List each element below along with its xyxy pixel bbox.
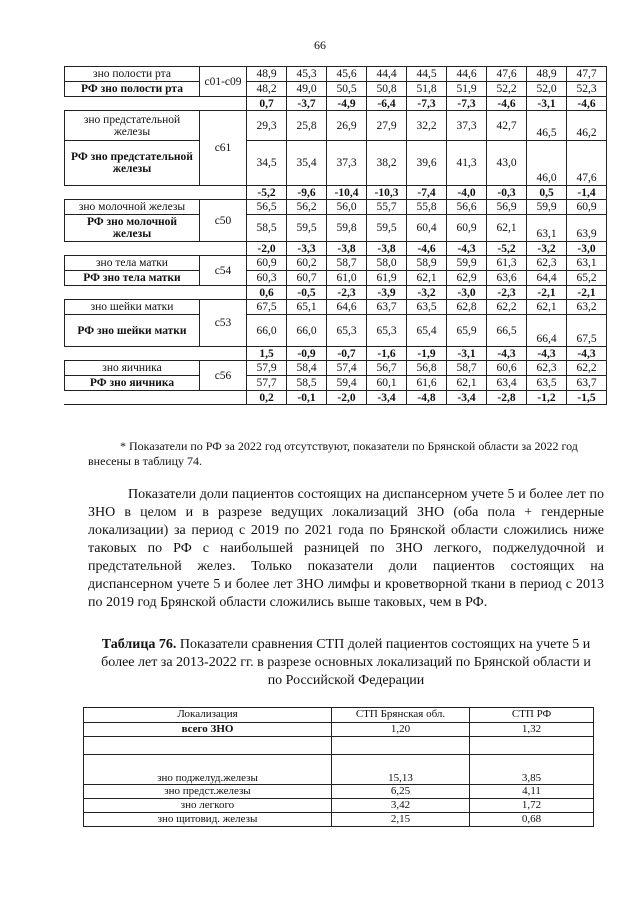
value-cell: 56,6 [447, 200, 487, 215]
value-cell: 47,6 [567, 141, 607, 186]
value-cell: 52,3 [567, 82, 607, 97]
difference-cell: -3,9 [367, 286, 407, 300]
stp-value-cell: 15,13 [332, 755, 470, 785]
table-row [65, 200, 607, 215]
value-cell: 47,6 [487, 67, 527, 82]
localization-cell [84, 737, 332, 755]
difference-cell: -3,8 [327, 242, 367, 256]
difference-cell: -4,3 [487, 347, 527, 361]
table-caption [96, 636, 596, 690]
difference-cell: -2,0 [327, 391, 367, 405]
stp-value-cell: 4,11 [470, 785, 594, 799]
row-label-region: зно молочной железы [65, 200, 200, 215]
table-row [65, 271, 607, 286]
stp-value-cell: 1,20 [332, 723, 470, 737]
value-cell: 63,6 [487, 271, 527, 286]
difference-cell: -1,6 [367, 347, 407, 361]
value-cell: 46,5 [527, 111, 567, 141]
difference-cell: -10,3 [367, 186, 407, 200]
difference-cell: -3,7 [287, 97, 327, 111]
localization-cell: зно щитовид. железы [84, 813, 332, 827]
difference-cell: -4,3 [447, 242, 487, 256]
value-cell: 55,7 [367, 200, 407, 215]
difference-cell: -7,4 [407, 186, 447, 200]
value-cell: 56,5 [247, 200, 287, 215]
row-label-region: зно яичника [65, 361, 200, 376]
difference-cell: -3,1 [447, 347, 487, 361]
row-label-rf: РФ зно полости рта [65, 82, 200, 97]
value-cell: 63,5 [407, 300, 447, 315]
difference-cell: -0,3 [487, 186, 527, 200]
empty-cell [65, 186, 247, 200]
value-cell: 60,2 [287, 256, 327, 271]
row-label-region: зно тела матки [65, 256, 200, 271]
difference-cell: -3,0 [567, 242, 607, 256]
table-row [65, 141, 607, 186]
value-cell: 60,7 [287, 271, 327, 286]
value-cell: 37,3 [447, 111, 487, 141]
value-cell: 32,2 [407, 111, 447, 141]
difference-cell: -3,0 [447, 286, 487, 300]
value-cell: 63,9 [567, 215, 607, 242]
value-cell: 62,1 [527, 300, 567, 315]
value-cell: 56,0 [327, 200, 367, 215]
value-cell: 46,2 [567, 111, 607, 141]
value-cell: 44,4 [367, 67, 407, 82]
stp-table [83, 707, 594, 827]
empty-cell [65, 347, 247, 361]
value-cell: 65,3 [367, 315, 407, 347]
value-cell: 65,3 [327, 315, 367, 347]
difference-cell: 0,7 [247, 97, 287, 111]
value-cell: 62,9 [447, 271, 487, 286]
value-cell: 58,7 [447, 361, 487, 376]
difference-cell: -3,2 [407, 286, 447, 300]
difference-cell: 0,6 [247, 286, 287, 300]
difference-cell: -6,4 [367, 97, 407, 111]
header-row [84, 708, 594, 723]
table-row [65, 215, 607, 242]
value-cell: 66,5 [487, 315, 527, 347]
value-cell: 58,9 [407, 256, 447, 271]
value-cell: 63,1 [567, 256, 607, 271]
body-paragraph: Показатели доли пациентов состоящих на диспансерном учете 5 и более лет по ЗНО в целом и в разрезе ведущих локализаций ЗНО (оба пола + гендерные локализации) за период с 2019 по 2021 года по Брянской области сложились ниже таковых по РФ с наибольшей разницей по ЗНО легкого, поджелудочной и предстательной желез. Только показатели доли пациентов состоящих на диспансерном учете 5 и более лет ЗНО лимфы и кроветворной ткани в период с 2013 по 2019 год Брянской области сложились выше таковых, чем в РФ. [88, 487, 604, 610]
value-cell: 63,5 [527, 376, 567, 391]
stp-value-cell: 1,32 [470, 723, 594, 737]
difference-cell: -1,9 [407, 347, 447, 361]
table-row [84, 737, 594, 755]
value-cell: 57,4 [327, 361, 367, 376]
stp-value-cell: 3,85 [470, 755, 594, 785]
value-cell: 65,9 [447, 315, 487, 347]
difference-cell: -3,1 [527, 97, 567, 111]
value-cell: 50,8 [367, 82, 407, 97]
value-cell: 45,3 [287, 67, 327, 82]
stp-value-cell [332, 737, 470, 755]
difference-cell: -2,3 [327, 286, 367, 300]
icd-code: c53 [200, 300, 247, 347]
difference-cell: 0,2 [247, 391, 287, 405]
difference-cell: -4,8 [407, 391, 447, 405]
value-cell: 62,1 [407, 271, 447, 286]
value-cell: 63,2 [567, 300, 607, 315]
difference-cell: -3,2 [527, 242, 567, 256]
value-cell: 48,2 [247, 82, 287, 97]
difference-cell: 1,5 [247, 347, 287, 361]
value-cell: 58,5 [247, 215, 287, 242]
icd-code: c54 [200, 256, 247, 286]
value-cell: 35,4 [287, 141, 327, 186]
value-cell: 56,7 [367, 361, 407, 376]
localization-cell: зно поджелуд.железы [84, 755, 332, 785]
table-row [65, 82, 607, 97]
stp-value-cell [470, 737, 594, 755]
value-cell: 59,9 [447, 256, 487, 271]
table-row [84, 813, 594, 827]
difference-row [65, 286, 607, 300]
value-cell: 64,4 [527, 271, 567, 286]
value-cell: 25,8 [287, 111, 327, 141]
difference-cell: 0,5 [527, 186, 567, 200]
row-label-region: зно предстательной железы [65, 111, 200, 141]
value-cell: 58,7 [327, 256, 367, 271]
difference-cell: -3,4 [447, 391, 487, 405]
empty-cell [65, 391, 247, 405]
table-row [65, 111, 607, 141]
value-cell: 63,4 [487, 376, 527, 391]
difference-cell: -1,5 [567, 391, 607, 405]
table-row [84, 755, 594, 785]
value-cell: 34,5 [247, 141, 287, 186]
icd-code: c50 [200, 200, 247, 242]
stp-value-cell: 2,15 [332, 813, 470, 827]
value-cell: 60,9 [567, 200, 607, 215]
difference-cell: -4,9 [327, 97, 367, 111]
difference-row [65, 186, 607, 200]
difference-cell: -3,3 [287, 242, 327, 256]
value-cell: 63,7 [567, 376, 607, 391]
value-cell: 62,3 [527, 361, 567, 376]
value-cell: 56,9 [487, 200, 527, 215]
value-cell: 37,3 [327, 141, 367, 186]
difference-row [65, 391, 607, 405]
value-cell: 58,5 [287, 376, 327, 391]
value-cell: 65,2 [567, 271, 607, 286]
value-cell: 57,7 [247, 376, 287, 391]
localization-cell: зно легкого [84, 799, 332, 813]
difference-row [65, 347, 607, 361]
value-cell: 51,9 [447, 82, 487, 97]
value-cell: 60,9 [447, 215, 487, 242]
table-row [65, 315, 607, 347]
difference-cell: -10,4 [327, 186, 367, 200]
row-label-rf: РФ зно предстательной железы [65, 141, 200, 186]
value-cell: 60,6 [487, 361, 527, 376]
value-cell: 59,5 [367, 215, 407, 242]
table-row [84, 723, 594, 737]
value-cell: 45,6 [327, 67, 367, 82]
row-label-rf: РФ зно тела матки [65, 271, 200, 286]
row-label-region: зно шейки матки [65, 300, 200, 315]
caption-text: Показатели сравнения СТП долей пациентов состоящих на учете 5 и более лет за 2013-2022 гг. в разрезе основных локализаций по Брянской области и по Российской Федерации [101, 637, 591, 688]
value-cell: 59,4 [327, 376, 367, 391]
localization-cell: всего ЗНО [84, 723, 332, 737]
value-cell: 42,7 [487, 111, 527, 141]
difference-cell: -5,2 [487, 242, 527, 256]
value-cell: 61,3 [487, 256, 527, 271]
value-cell: 62,8 [447, 300, 487, 315]
value-cell: 47,7 [567, 67, 607, 82]
value-cell: 56,2 [287, 200, 327, 215]
difference-cell: -1,4 [567, 186, 607, 200]
table-row [65, 256, 607, 271]
stp-value-cell: 3,42 [332, 799, 470, 813]
empty-cell [65, 286, 247, 300]
difference-cell: -2,1 [527, 286, 567, 300]
difference-cell: -9,6 [287, 186, 327, 200]
difference-cell: -2,1 [567, 286, 607, 300]
value-cell: 61,0 [327, 271, 367, 286]
table-row [65, 376, 607, 391]
value-cell: 60,9 [247, 256, 287, 271]
value-cell: 62,1 [487, 215, 527, 242]
value-cell: 48,9 [527, 67, 567, 82]
column-header: СТП Брянская обл. [332, 708, 470, 723]
value-cell: 63,1 [527, 215, 567, 242]
stp-value-cell: 0,68 [470, 813, 594, 827]
table-row [65, 67, 607, 82]
value-cell: 61,9 [367, 271, 407, 286]
value-cell: 61,6 [407, 376, 447, 391]
value-cell: 26,9 [327, 111, 367, 141]
comparison-table [64, 66, 607, 405]
value-cell: 43,0 [487, 141, 527, 186]
empty-cell [65, 97, 247, 111]
difference-cell: -2,3 [487, 286, 527, 300]
value-cell: 50,5 [327, 82, 367, 97]
value-cell: 62,3 [527, 256, 567, 271]
difference-row [65, 242, 607, 256]
value-cell: 59,9 [527, 200, 567, 215]
value-cell: 52,0 [527, 82, 567, 97]
column-header: СТП РФ [470, 708, 594, 723]
caption-number: Таблица 76. [101, 637, 177, 652]
difference-cell: -4,3 [527, 347, 567, 361]
difference-cell: -0,7 [327, 347, 367, 361]
difference-cell: -4,6 [567, 97, 607, 111]
difference-cell: -7,3 [407, 97, 447, 111]
value-cell: 41,3 [447, 141, 487, 186]
value-cell: 51,8 [407, 82, 447, 97]
icd-code: c61 [200, 111, 247, 186]
difference-cell: -3,8 [367, 242, 407, 256]
icd-code: c56 [200, 361, 247, 391]
value-cell: 44,5 [407, 67, 447, 82]
value-cell: 60,3 [247, 271, 287, 286]
difference-row [65, 97, 607, 111]
value-cell: 62,2 [567, 361, 607, 376]
difference-cell: -3,4 [367, 391, 407, 405]
value-cell: 38,2 [367, 141, 407, 186]
value-cell: 63,7 [367, 300, 407, 315]
value-cell: 65,4 [407, 315, 447, 347]
difference-cell: -7,3 [447, 97, 487, 111]
value-cell: 55,8 [407, 200, 447, 215]
row-label-region: зно полости рта [65, 67, 200, 82]
value-cell: 56,8 [407, 361, 447, 376]
localization-cell: зно предст.железы [84, 785, 332, 799]
stp-value-cell: 1,72 [470, 799, 594, 813]
stp-value-cell: 6,25 [332, 785, 470, 799]
difference-cell: -2,8 [487, 391, 527, 405]
difference-cell: -0,1 [287, 391, 327, 405]
empty-cell [65, 242, 247, 256]
value-cell: 60,1 [367, 376, 407, 391]
icd-code: c01-c09 [200, 67, 247, 97]
table-row [84, 799, 594, 813]
difference-cell: -4,3 [567, 347, 607, 361]
column-header: Локализация [84, 708, 332, 723]
value-cell: 67,5 [567, 315, 607, 347]
row-label-rf: РФ зно молочной железы [65, 215, 200, 242]
row-label-rf: РФ зно шейки матки [65, 315, 200, 347]
value-cell: 66,0 [247, 315, 287, 347]
value-cell: 58,0 [367, 256, 407, 271]
value-cell: 58,4 [287, 361, 327, 376]
difference-cell: -0,9 [287, 347, 327, 361]
value-cell: 49,0 [287, 82, 327, 97]
difference-cell: -0,5 [287, 286, 327, 300]
difference-cell: -4,0 [447, 186, 487, 200]
difference-cell: -1,2 [527, 391, 567, 405]
value-cell: 60,4 [407, 215, 447, 242]
value-cell: 64,6 [327, 300, 367, 315]
value-cell: 66,4 [527, 315, 567, 347]
value-cell: 67,5 [247, 300, 287, 315]
value-cell: 59,5 [287, 215, 327, 242]
table-row [65, 361, 607, 376]
value-cell: 65,1 [287, 300, 327, 315]
difference-cell: -4,6 [487, 97, 527, 111]
table-row [65, 300, 607, 315]
value-cell: 66,0 [287, 315, 327, 347]
page-number: 66 [314, 38, 326, 52]
row-label-rf: РФ зно яичника [65, 376, 200, 391]
value-cell: 29,3 [247, 111, 287, 141]
value-cell: 52,2 [487, 82, 527, 97]
value-cell: 39,6 [407, 141, 447, 186]
value-cell: 59,8 [327, 215, 367, 242]
value-cell: 62,2 [487, 300, 527, 315]
difference-cell: -2,0 [247, 242, 287, 256]
value-cell: 57,9 [247, 361, 287, 376]
value-cell: 27,9 [367, 111, 407, 141]
difference-cell: -4,6 [407, 242, 447, 256]
value-cell: 46,0 [527, 141, 567, 186]
value-cell: 62,1 [447, 376, 487, 391]
difference-cell: -5,2 [247, 186, 287, 200]
value-cell: 44,6 [447, 67, 487, 82]
table-row [84, 785, 594, 799]
footnote: * Показатели по РФ за 2022 год отсутствуют, показатели по Брянской области за 2022 год внесены в таблицу 74. [88, 439, 578, 468]
value-cell: 48,9 [247, 67, 287, 82]
